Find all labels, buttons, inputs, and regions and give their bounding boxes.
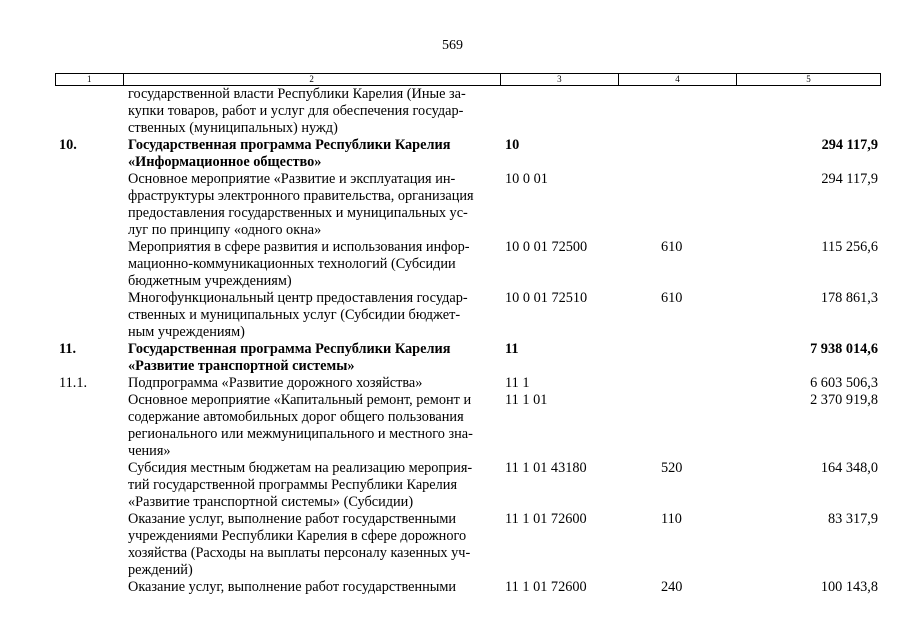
- row-number: [55, 392, 122, 460]
- description-line: купки товаров, работ и услуг для обеспечения государ-: [128, 103, 464, 119]
- row-expense-type: [619, 392, 737, 460]
- row-amount: 100 143,8: [820, 579, 878, 595]
- description-line: Подпрограмма «Развитие дорожного хозяйства»: [128, 375, 423, 391]
- description-line: ственных и муниципальных услуг (Субсидии бюджет-: [128, 307, 461, 323]
- row-number: [55, 579, 122, 596]
- row-description: [122, 239, 501, 290]
- row-number: 11.: [59, 341, 77, 357]
- row-description: [122, 86, 501, 137]
- page-number: 569: [442, 38, 463, 53]
- column-header-2: 2: [124, 74, 501, 85]
- row-amount: [737, 86, 881, 137]
- description-line: ственных (муниципальных) нужд): [128, 120, 338, 136]
- description-line: «Информационное общество»: [128, 154, 322, 170]
- description-line: Основное мероприятие «Капитальный ремонт, ремонт и: [128, 392, 472, 408]
- row-expense-type: [619, 341, 737, 375]
- description-line: Оказание услуг, выполнение работ государственными: [128, 579, 457, 595]
- row-number: 10.: [59, 137, 77, 153]
- column-header-5: 5: [806, 74, 811, 84]
- table-row: [55, 341, 881, 375]
- description-line: Субсидия местным бюджетам на реализацию мероприя-: [128, 460, 473, 476]
- description-line: Государственная программа Республики Карелия: [128, 137, 451, 153]
- description-line: «Развитие транспортной системы»: [128, 358, 355, 374]
- description-line: Государственная программа Республики Карелия: [128, 341, 451, 357]
- row-number: [55, 511, 122, 579]
- row-code: 10: [505, 137, 520, 153]
- row-expense-type: 520: [661, 460, 683, 476]
- row-amount: 164 348,0: [820, 460, 878, 476]
- row-expense-type: [619, 375, 737, 392]
- row-description: [122, 579, 501, 596]
- description-line: хозяйства (Расходы на выплаты персоналу казенных уч-: [128, 545, 471, 561]
- row-code: 11 1 01 43180: [505, 460, 587, 476]
- row-description: [122, 137, 501, 171]
- description-line: государственной власти Республики Карелия (Иные за-: [128, 86, 466, 102]
- row-code: 11 1 01 72600: [505, 579, 587, 595]
- row-description: [122, 392, 501, 460]
- row-expense-type: [619, 137, 737, 171]
- description-line: ным учреждениям): [128, 324, 245, 340]
- row-code: 11: [505, 341, 519, 357]
- description-line: Многофункциональный центр предоставления государ-: [128, 290, 468, 306]
- row-code: 11 1: [505, 375, 530, 391]
- table-row: [55, 290, 881, 341]
- row-expense-type: 240: [661, 579, 683, 595]
- description-line: Мероприятия в сфере развития и использования инфор-: [128, 239, 470, 255]
- table-row: [55, 579, 881, 596]
- column-header-4: 4: [619, 74, 737, 85]
- description-line: содержание автомобильных дорог общего пользования: [128, 409, 464, 425]
- row-code: 10 0 01: [505, 171, 548, 187]
- row-description: [122, 290, 501, 341]
- row-amount: 2 370 919,8: [810, 392, 878, 408]
- description-line: фраструктуры электронного правительства, организация: [128, 188, 474, 204]
- description-line: бюджетным учреждениям): [128, 273, 292, 289]
- row-expense-type: [619, 171, 737, 239]
- row-expense-type: [619, 86, 737, 137]
- table-row: [55, 511, 881, 579]
- row-code: 11 1 01 72600: [505, 511, 587, 527]
- table-row: [55, 171, 881, 239]
- description-line: реждений): [128, 562, 193, 578]
- row-number: 11.1.: [59, 375, 88, 391]
- description-line: луг по принципу «одного окна»: [128, 222, 322, 238]
- row-amount: 294 117,9: [821, 171, 878, 187]
- description-line: учреждениями Республики Карелия в сфере дорожного: [128, 528, 467, 544]
- table-body: [55, 86, 881, 596]
- row-amount: 294 117,9: [821, 137, 878, 153]
- row-number: [55, 171, 122, 239]
- description-line: мационно-коммуникационных технологий (Субсидии: [128, 256, 456, 272]
- budget-table: [55, 73, 881, 596]
- row-number: [55, 86, 122, 137]
- description-line: предоставления государственных и муниципальных ус-: [128, 205, 468, 221]
- row-description: [122, 375, 501, 392]
- description-line: Основное мероприятие «Развитие и эксплуатация ин-: [128, 171, 456, 187]
- column-header-3: 3: [501, 74, 619, 85]
- description-line: чения»: [128, 443, 171, 459]
- row-amount: 6 603 506,3: [810, 375, 878, 391]
- row-number: [55, 460, 122, 511]
- row-description: [122, 171, 501, 239]
- row-number: [55, 290, 122, 341]
- row-amount: 7 938 014,6: [810, 341, 878, 357]
- column-header-row: [55, 73, 881, 86]
- row-amount: 83 317,9: [827, 511, 878, 527]
- row-number: [55, 239, 122, 290]
- table-row: [55, 137, 881, 171]
- row-code: 10 0 01 72500: [505, 239, 588, 255]
- table-row: [55, 86, 881, 137]
- row-amount: 178 861,3: [820, 290, 878, 306]
- row-description: [122, 511, 501, 579]
- row-code: 10 0 01 72510: [505, 290, 588, 306]
- table-row: [55, 392, 881, 460]
- row-code: 11 1 01: [505, 392, 548, 408]
- description-line: тий государственной программы Республики Карелия: [128, 477, 458, 493]
- row-expense-type: 610: [661, 239, 683, 255]
- row-expense-type: 110: [661, 511, 682, 527]
- row-description: [122, 460, 501, 511]
- column-header-1: 1: [56, 74, 124, 85]
- row-expense-type: 610: [661, 290, 683, 306]
- table-row: [55, 460, 881, 511]
- table-row: [55, 375, 881, 392]
- description-line: Оказание услуг, выполнение работ государственными: [128, 511, 457, 527]
- row-amount: 115 256,6: [821, 239, 878, 255]
- table-row: [55, 239, 881, 290]
- row-description: [122, 341, 501, 375]
- row-code: [501, 86, 619, 137]
- description-line: регионального или межмуниципального и местного зна-: [128, 426, 473, 442]
- description-line: «Развитие транспортной системы» (Субсидии): [128, 494, 414, 510]
